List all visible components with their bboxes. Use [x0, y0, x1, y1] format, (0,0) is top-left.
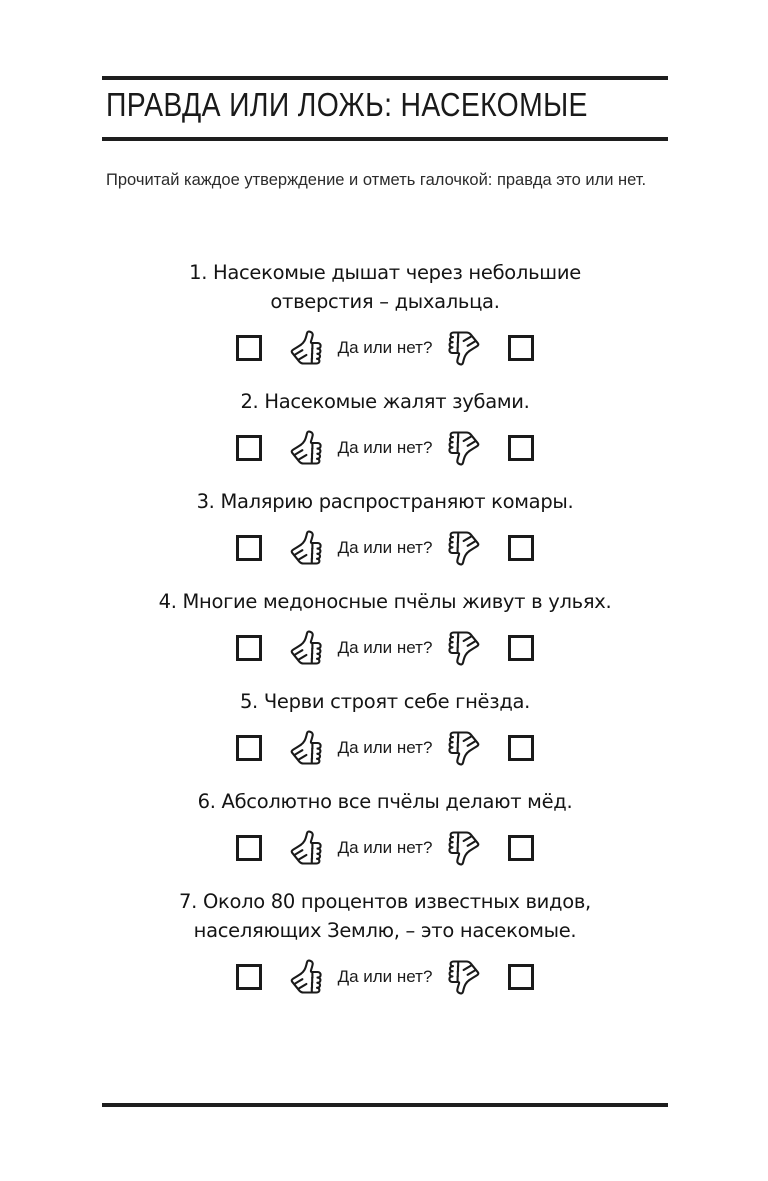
answer-row — [102, 525, 668, 571]
checkbox-no[interactable] — [508, 735, 534, 761]
answer-prompt: Да или нет? — [337, 338, 433, 357]
checkbox-yes[interactable] — [236, 435, 262, 461]
checkbox-yes[interactable] — [236, 635, 262, 661]
thumbs-down-icon — [442, 825, 486, 871]
answer-prompt: Да или нет? — [337, 638, 433, 657]
answer-row — [102, 425, 668, 471]
checkbox-yes[interactable] — [236, 735, 262, 761]
question-line: 4. Многие медоносные пчёлы живут в ульях. — [158, 590, 612, 613]
question-item — [102, 887, 668, 1000]
checkbox-yes[interactable] — [236, 964, 262, 990]
question-item — [102, 687, 668, 771]
answer-row — [102, 825, 668, 871]
header-rule-top — [102, 76, 668, 80]
thumbs-up-icon — [284, 725, 328, 771]
thumbs-up-icon — [284, 525, 328, 571]
thumbs-up-icon — [284, 425, 328, 471]
checkbox-no[interactable] — [508, 635, 534, 661]
thumbs-down-icon — [442, 425, 486, 471]
thumbs-down-icon — [442, 525, 486, 571]
checkbox-yes[interactable] — [236, 835, 262, 861]
question-item — [102, 787, 668, 871]
thumbs-down-icon — [442, 954, 486, 1000]
question-line: 6. Абсолютно все пчёлы делают мёд. — [197, 790, 573, 813]
question-line: 7. Около 80 процентов известных видов, — [179, 890, 591, 913]
thumbs-down-icon — [442, 325, 486, 371]
thumbs-down-icon — [442, 725, 486, 771]
thumbs-down-icon — [442, 625, 486, 671]
checkbox-no[interactable] — [508, 835, 534, 861]
question-text — [102, 787, 668, 816]
question-text — [102, 887, 668, 945]
answer-row — [102, 325, 668, 371]
thumbs-up-icon — [284, 825, 328, 871]
question-item — [102, 587, 668, 671]
page-title: ПРАВДА ИЛИ ЛОЖЬ: НАСЕКОМЫЕ — [106, 86, 588, 123]
checkbox-yes[interactable] — [236, 335, 262, 361]
header-rule-bottom — [102, 137, 668, 141]
answer-row — [102, 625, 668, 671]
answer-prompt: Да или нет? — [337, 538, 433, 557]
answer-prompt: Да или нет? — [337, 967, 433, 986]
checkbox-no[interactable] — [508, 535, 534, 561]
checkbox-yes[interactable] — [236, 535, 262, 561]
question-item — [102, 487, 668, 571]
worksheet-page — [102, 0, 668, 1181]
answer-prompt: Да или нет? — [337, 738, 433, 757]
answer-row — [102, 725, 668, 771]
thumbs-up-icon — [284, 625, 328, 671]
question-line: 2. Насекомые жалят зубами. — [240, 390, 530, 413]
thumbs-up-icon — [284, 954, 328, 1000]
instructions-text: Прочитай каждое утверждение и отметь галочкой: правда это или нет. — [106, 171, 647, 189]
question-text — [102, 487, 668, 516]
question-item — [102, 258, 668, 371]
answer-row — [102, 954, 668, 1000]
question-line: населяющих Землю, – это насекомые. — [193, 919, 577, 942]
question-line: 5. Черви строят себе гнёзда. — [239, 690, 531, 713]
question-list — [102, 258, 668, 1016]
question-line: 3. Малярию распространяют комары. — [196, 490, 574, 513]
question-text — [102, 687, 668, 716]
answer-prompt: Да или нет? — [337, 838, 433, 857]
checkbox-no[interactable] — [508, 435, 534, 461]
question-line: отверстия – дыхальца. — [270, 290, 500, 313]
footer-rule — [102, 1103, 668, 1107]
checkbox-no[interactable] — [508, 335, 534, 361]
answer-prompt: Да или нет? — [337, 438, 433, 457]
question-text — [102, 387, 668, 416]
question-line: 1. Насекомые дышат через небольшие — [189, 261, 581, 284]
thumbs-up-icon — [284, 325, 328, 371]
checkbox-no[interactable] — [508, 964, 534, 990]
question-text — [102, 258, 668, 316]
question-item — [102, 387, 668, 471]
question-text — [102, 587, 668, 616]
